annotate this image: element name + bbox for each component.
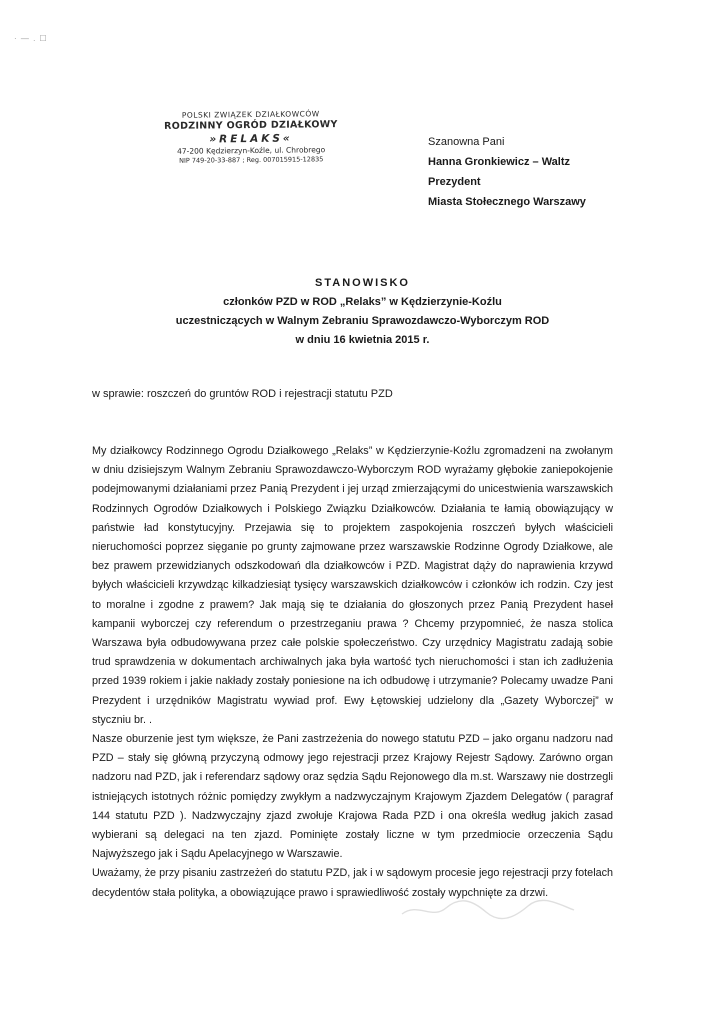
stamp-line-garden: RODZINNY OGRÓD DZIAŁKOWY — [164, 119, 338, 132]
document-subject: w sprawie: roszczeń do gruntów ROD i rejestracji statutu PZD — [92, 388, 393, 400]
recipient-role: Prezydent — [428, 176, 481, 188]
stamp-line-union: POLSKI ZWIĄZEK DZIAŁKOWCÓW — [181, 109, 320, 120]
document-body — [92, 442, 613, 903]
document-title — [90, 274, 635, 350]
recipient-salutation: Szanowna Pani — [428, 136, 505, 148]
body-paragraph-1: My działkowcy Rodzinnego Ogrodu Działkowego „Relaks” w Kędzierzynie-Koźlu zgromadzeni na zwołanym w dniu dzisiejszym Walnym Zebraniu Sprawozdawczo-Wyborczym ROD wyrażamy głębokie zaniepokojenie podejmowanymi działaniami przez Panią Prezydent i jej urząd zmierzającymi do unicestwienia warszawskich Rodzinnych Ogrodów Działkowych i Polskiego Związku Działkowców. Działania te łamią obowiązujący w państwie ład konstytucyjny. Przejawia się to projektem zaspokojenia roszczeń byłych właścicieli nieruchomości poprzez sięganie po grunty zajmowane przez warszawskie Rodzinne Ogrody Działkowe, ale bez prawem przewidzianych odszkodowań dla działkowców i PZD. Magistrat dąży do naprawienia krzywd byłych właścicieli krzywdząc kilkadziesiąt tysięcy warszawskich działkowców i członków ich rodzin. Czy jest to moralne i zgodne z prawem? Jak mają się te działania do głoszonych przez Panią Prezydent haseł kampanii wyborczej czy referendum o przestrzeganiu prawa ? Chcemy przypomnieć, że nasza stolica Warszawa była odbudowywana przez całe polskie społeczeństwo. Czy urzędnicy Magistratu zadają sobie trud sprawdzenia w dokumentach archiwalnych jaka była wartość tych nieruchomości i stan ich zadłużenia przed 1939 rokiem i jakie nakłady zostały poniesione na ich odbudowę i utrzymanie? Polecamy uwadze Pani Prezydent i urzędników Magistratu wywiad prof. Ewy Łętowskiej udzielony dla „Gazety Wyborczej” w styczniu br. . — [92, 445, 613, 726]
scan-artifact: · — . ☐ — [14, 34, 48, 43]
recipient-name: Hanna Gronkiewicz – Waltz — [428, 156, 571, 168]
body-paragraph-3: Uważamy, że przy pisaniu zastrzeżeń do statutu PZD, jak i w sądowym procesie jego rejestracji przy fotelach decydentów stała polityka, a obowiązujące prawo i sprawiedliwość zostały wypchnięte za drzwi. — [92, 867, 613, 899]
title-line-date: w dniu 16 kwietnia 2015 r. — [295, 334, 430, 346]
recipient-block — [428, 132, 586, 212]
title-line-members: członków PZD w ROD „Relaks” w Kędzierzynie-Koźlu — [223, 296, 502, 308]
stamp-line-address: 47-200 Kędzierzyn-Koźle, ul. Chrobrego — [177, 145, 326, 156]
title-heading: STANOWISKO — [315, 277, 410, 289]
body-paragraph-2: Nasze oburzenie jest tym większe, że Pani zastrzeżenia do nowego statutu PZD – jako organu nadzoru nad PZD – stały się główną przyczyną odmowy jego rejestracji przez Krajowy Rejestr Sądowy. Zarówno organ nadzoru nad PZD, jak i referendarz sądowy oraz sędzia Sądu Rejonowego dla m.st. Warszawy nie dostrzegli istniejących istotnych różnic pomiędzy zwykłym a nadzwyczajnym Krajowym Zjazdem Delegatów ( paragraf 144 statutu PZD ). Nadzwyczajny zjazd zwołuje Krajowa Rada PZD i ona określa według jakich zasad wybierani są delegaci na ten zjazd. Pominięte zostały liczne w tym przedmiocie orzeczenia Sądu Najwyższego jak i Sądu Apelacyjnego w Warszawie. — [92, 733, 613, 861]
faint-signature-mark — [398, 896, 578, 922]
title-line-assembly: uczestniczących w Walnym Zebraniu Sprawozdawczo-Wyborczym ROD — [175, 315, 550, 327]
stamp-line-registration: NIP 749-20-33-887 ; Reg. 007015915-12835 — [179, 155, 324, 165]
recipient-city: Miasta Stołecznego Warszawy — [428, 196, 586, 208]
organization-stamp — [156, 109, 347, 166]
stamp-line-name: »RELAKS« — [209, 132, 293, 146]
